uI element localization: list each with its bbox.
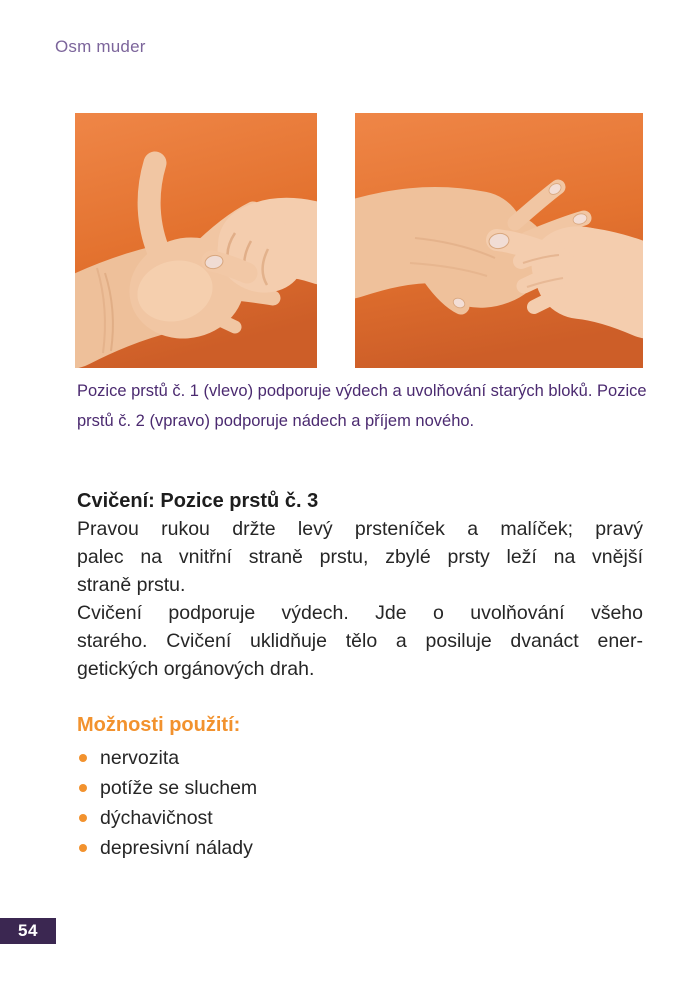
exercise-heading: Cvičení: Pozice prstů č. 3 (77, 490, 319, 512)
text-line: Cvičení podporuje výdech. Jde o uvolňování všeho (77, 602, 643, 624)
usage-item-label: dýchavičnost (100, 807, 213, 829)
usage-item-label: potíže se sluchem (100, 777, 258, 799)
photo-finger-position-1 (75, 113, 317, 368)
page-number: 54 (18, 921, 38, 940)
text-line: Pravou rukou držte levý prsteníček a malíček; pravý (77, 518, 643, 540)
caption-line: prstů č. 2 (vpravo) podporuje nádech a příjem nového. (77, 412, 475, 430)
usage-item-label: depresivní nálady (100, 837, 253, 859)
photo-finger-position-2 (355, 113, 643, 368)
exercise-paragraph-1 (77, 515, 643, 599)
usage-list-item (77, 773, 477, 803)
usage-list (77, 743, 477, 863)
running-head: Osm muder (55, 37, 146, 56)
hands-photo-1-illustration (75, 113, 317, 368)
usage-heading: Možnosti použití: (77, 714, 241, 736)
usage-item-label: nervozita (100, 747, 180, 769)
text-line: palec na vnitřní straně prstu, zbylé prsty leží na vnější (77, 546, 643, 568)
bullet-dot-icon (79, 814, 87, 822)
exercise-paragraph-2 (77, 599, 643, 683)
bullet-dot-icon (79, 754, 87, 762)
usage-list-item (77, 803, 477, 833)
hands-photo-2-illustration (355, 113, 643, 368)
usage-list-item (77, 833, 477, 863)
text-line: starého. Cvičení uklidňuje tělo a posiluje dvanáct ener- (77, 630, 643, 652)
page-number-badge (0, 918, 56, 944)
bullet-dot-icon (79, 844, 87, 852)
exercise-section (77, 487, 643, 683)
text-line: getických orgánových drah. (77, 658, 315, 680)
caption-line: Pozice prstů č. 1 (vlevo) podporuje výdech a uvolňování starých bloků. Pozice (77, 382, 647, 400)
bullet-dot-icon (79, 784, 87, 792)
usage-list-item (77, 743, 477, 773)
text-line: straně prstu. (77, 574, 186, 596)
figure-caption (77, 376, 647, 436)
